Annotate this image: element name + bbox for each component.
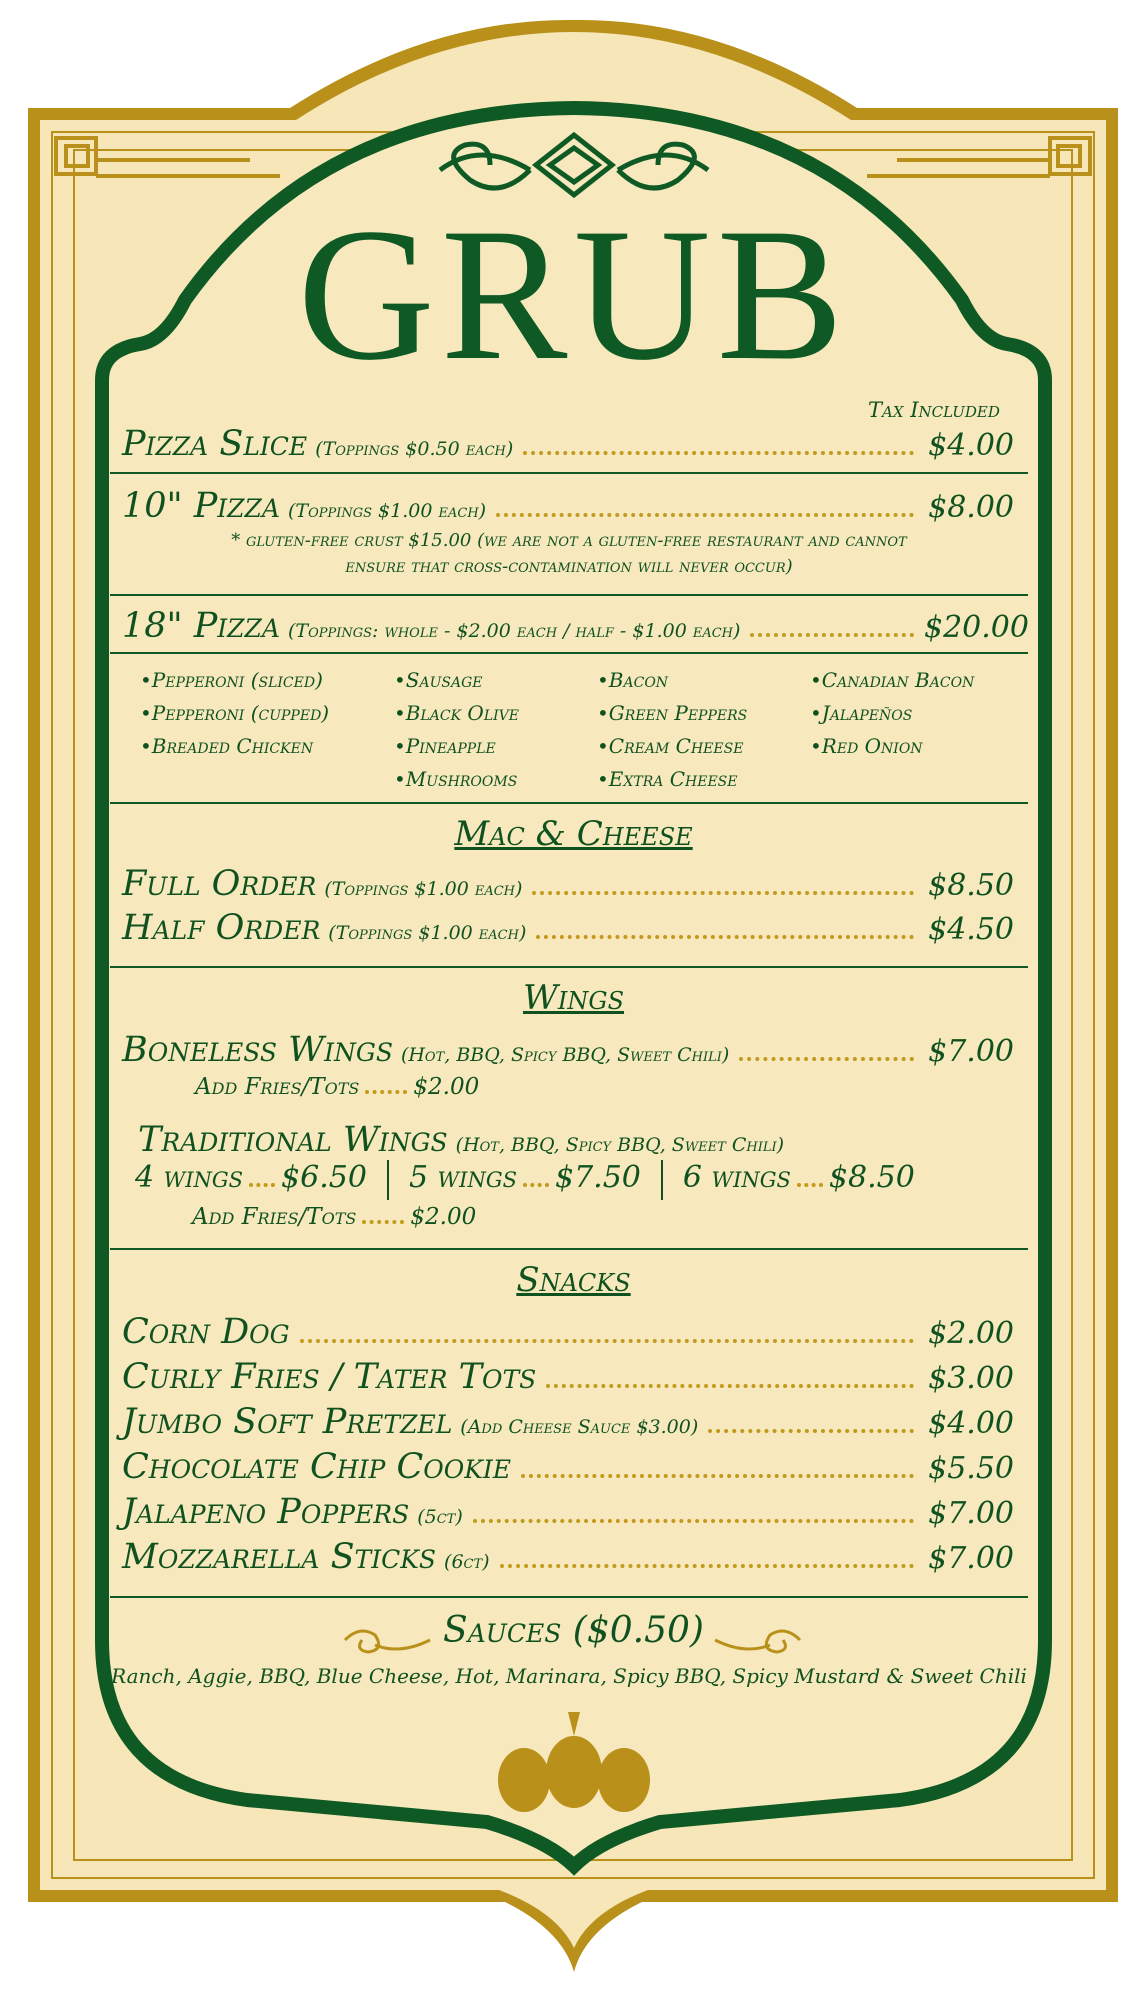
menu-item-full-order — [122, 864, 1014, 904]
divider — [110, 1248, 1028, 1250]
menu-item-18-pizza — [122, 606, 1029, 646]
item-note: (Toppings $1.00 each) — [287, 500, 487, 522]
menu-item-snack — [122, 1402, 1014, 1442]
separator — [661, 1160, 663, 1200]
item-price: $2.00 — [928, 1316, 1014, 1351]
addon-price: $2.00 — [413, 1074, 480, 1100]
leader-dots — [523, 451, 914, 455]
menu-item-snack — [122, 1537, 1014, 1577]
menu-item-pizza-slice — [122, 424, 1014, 464]
leader-dots — [365, 1090, 407, 1094]
leader-dots — [536, 935, 914, 939]
topping-item: • Bacon — [597, 664, 747, 697]
item-price: $5.50 — [928, 1451, 1014, 1486]
item-note: (Toppings $1.00 each) — [328, 922, 527, 944]
item-name: 10" Pizza — [122, 486, 280, 526]
topping-item: • Sausage — [394, 664, 519, 697]
wing-count-label: 4 wings — [135, 1160, 244, 1195]
sauces-list: Ranch, Aggie, BBQ, Blue Cheese, Hot, Marinara, Spicy BBQ, Spicy Mustard & Sweet Chili — [111, 1664, 1027, 1688]
item-price: $4.00 — [928, 1406, 1014, 1441]
divider — [110, 966, 1028, 968]
item-price: $20.00 — [924, 610, 1029, 645]
item-price: $4.00 — [928, 428, 1014, 463]
item-note: (Hot, BBQ, Spicy BBQ, Sweet Chili) — [400, 1044, 730, 1066]
addon-label: Add Fries/Tots — [195, 1074, 360, 1100]
sauces-heading: Sauces ($0.50) — [443, 1610, 704, 1651]
leader-dots — [500, 1564, 914, 1568]
item-name: Boneless Wings — [122, 1030, 393, 1070]
item-note: (Add Cheese Sauce $3.00) — [460, 1416, 699, 1438]
leader-dots — [546, 1384, 914, 1388]
item-name: Curly Fries / Tater Tots — [122, 1357, 537, 1397]
divider — [110, 594, 1028, 596]
item-name: Traditional Wings — [138, 1120, 448, 1160]
wing-count-price: $6.50 — [281, 1160, 367, 1195]
topping-item: • Pepperoni (cupped) — [140, 697, 329, 730]
item-name: Mozzarella Sticks — [122, 1537, 437, 1577]
toppings-column-4 — [810, 664, 974, 763]
leader-dots — [797, 1183, 823, 1187]
addon-fries-tots-1 — [195, 1074, 479, 1100]
item-price: $4.50 — [928, 912, 1014, 947]
toppings-column-2 — [394, 664, 519, 796]
item-name: Corn Dog — [122, 1312, 290, 1352]
leader-dots — [249, 1183, 275, 1187]
menu-item-snack — [122, 1357, 1014, 1397]
item-note: (6ct) — [444, 1551, 490, 1573]
topping-item: • Extra Cheese — [597, 763, 747, 796]
menu-item-half-order — [122, 908, 1014, 948]
wing-count-label: 5 wings — [408, 1160, 517, 1195]
item-name: Jumbo Soft Pretzel — [122, 1402, 453, 1442]
item-note: (Hot, BBQ, Spicy BBQ, Sweet Chili) — [455, 1134, 785, 1156]
topping-item: • Pineapple — [394, 730, 519, 763]
leader-dots — [521, 1474, 914, 1478]
item-note: (Toppings: whole - $2.00 each / half - $1.00 each) — [287, 620, 741, 642]
leader-dots — [708, 1429, 914, 1433]
gluten-free-note-2: ensure that cross-contamination will never occur) — [345, 556, 793, 577]
item-name: Half Order — [122, 908, 321, 948]
leader-dots — [750, 633, 914, 637]
item-price: $8.50 — [928, 868, 1014, 903]
leader-dots — [739, 1057, 914, 1061]
item-note: (Toppings $1.00 each) — [324, 878, 523, 900]
item-name: Jalapeno Poppers — [122, 1492, 410, 1532]
divider — [110, 472, 1028, 474]
wing-count-prices — [135, 1160, 1015, 1200]
leader-dots — [473, 1519, 914, 1523]
topping-item: • Green Peppers — [597, 697, 747, 730]
addon-fries-tots-2 — [192, 1204, 476, 1230]
toppings-column-1 — [140, 664, 329, 763]
leader-dots — [496, 513, 914, 517]
leader-dots — [362, 1220, 404, 1224]
item-price: $3.00 — [928, 1361, 1014, 1396]
tax-note: Tax Included — [868, 398, 1000, 422]
topping-item: • Canadian Bacon — [810, 664, 974, 697]
menu-item-boneless-wings — [122, 1030, 1014, 1070]
topping-item: • Black Olive — [394, 697, 519, 730]
item-price: $8.00 — [928, 490, 1014, 525]
item-name: Pizza Slice — [122, 424, 308, 464]
topping-item: • Jalapeños — [810, 697, 974, 730]
menu-item-10-pizza — [122, 486, 1014, 526]
item-note: (5ct) — [417, 1506, 463, 1528]
topping-item: • Cream Cheese — [597, 730, 747, 763]
menu-item-snack — [122, 1447, 1014, 1487]
item-price: $7.00 — [928, 1034, 1014, 1069]
leader-dots — [300, 1339, 914, 1343]
topping-item: • Breaded Chicken — [140, 730, 329, 763]
separator — [387, 1160, 389, 1200]
item-name: 18" Pizza — [122, 606, 280, 646]
addon-label: Add Fries/Tots — [192, 1204, 357, 1230]
leader-dots — [523, 1183, 549, 1187]
divider — [110, 802, 1028, 804]
menu-title: GRUB — [297, 190, 850, 400]
wing-count-price: $8.50 — [828, 1160, 915, 1195]
wing-count-price: $7.50 — [554, 1160, 641, 1195]
addon-price: $2.00 — [410, 1204, 477, 1230]
wing-count-label: 6 wings — [682, 1160, 791, 1195]
gluten-free-note-1: * gluten-free crust $15.00 (we are not a gluten-free restaurant and cannot — [231, 530, 907, 551]
divider — [110, 652, 1028, 654]
menu-item-snack — [122, 1492, 1014, 1532]
divider — [110, 1596, 1028, 1598]
item-name: Full Order — [122, 864, 317, 904]
item-name: Chocolate Chip Cookie — [122, 1447, 512, 1487]
topping-item: • Red Onion — [810, 730, 974, 763]
item-price: $7.00 — [928, 1496, 1014, 1531]
section-heading-mac: Mac & Cheese — [454, 814, 693, 854]
leader-dots — [532, 891, 914, 895]
toppings-column-3 — [597, 664, 747, 796]
item-note: (Toppings $0.50 each) — [315, 438, 514, 460]
section-heading-snacks: Snacks — [516, 1260, 631, 1300]
item-price: $7.00 — [928, 1541, 1014, 1576]
section-heading-wings: Wings — [522, 978, 625, 1018]
menu-item-traditional-wings — [138, 1120, 1030, 1160]
topping-item: • Pepperoni (sliced) — [140, 664, 329, 697]
topping-item: • Mushrooms — [394, 763, 519, 796]
menu-item-snack — [122, 1312, 1014, 1352]
